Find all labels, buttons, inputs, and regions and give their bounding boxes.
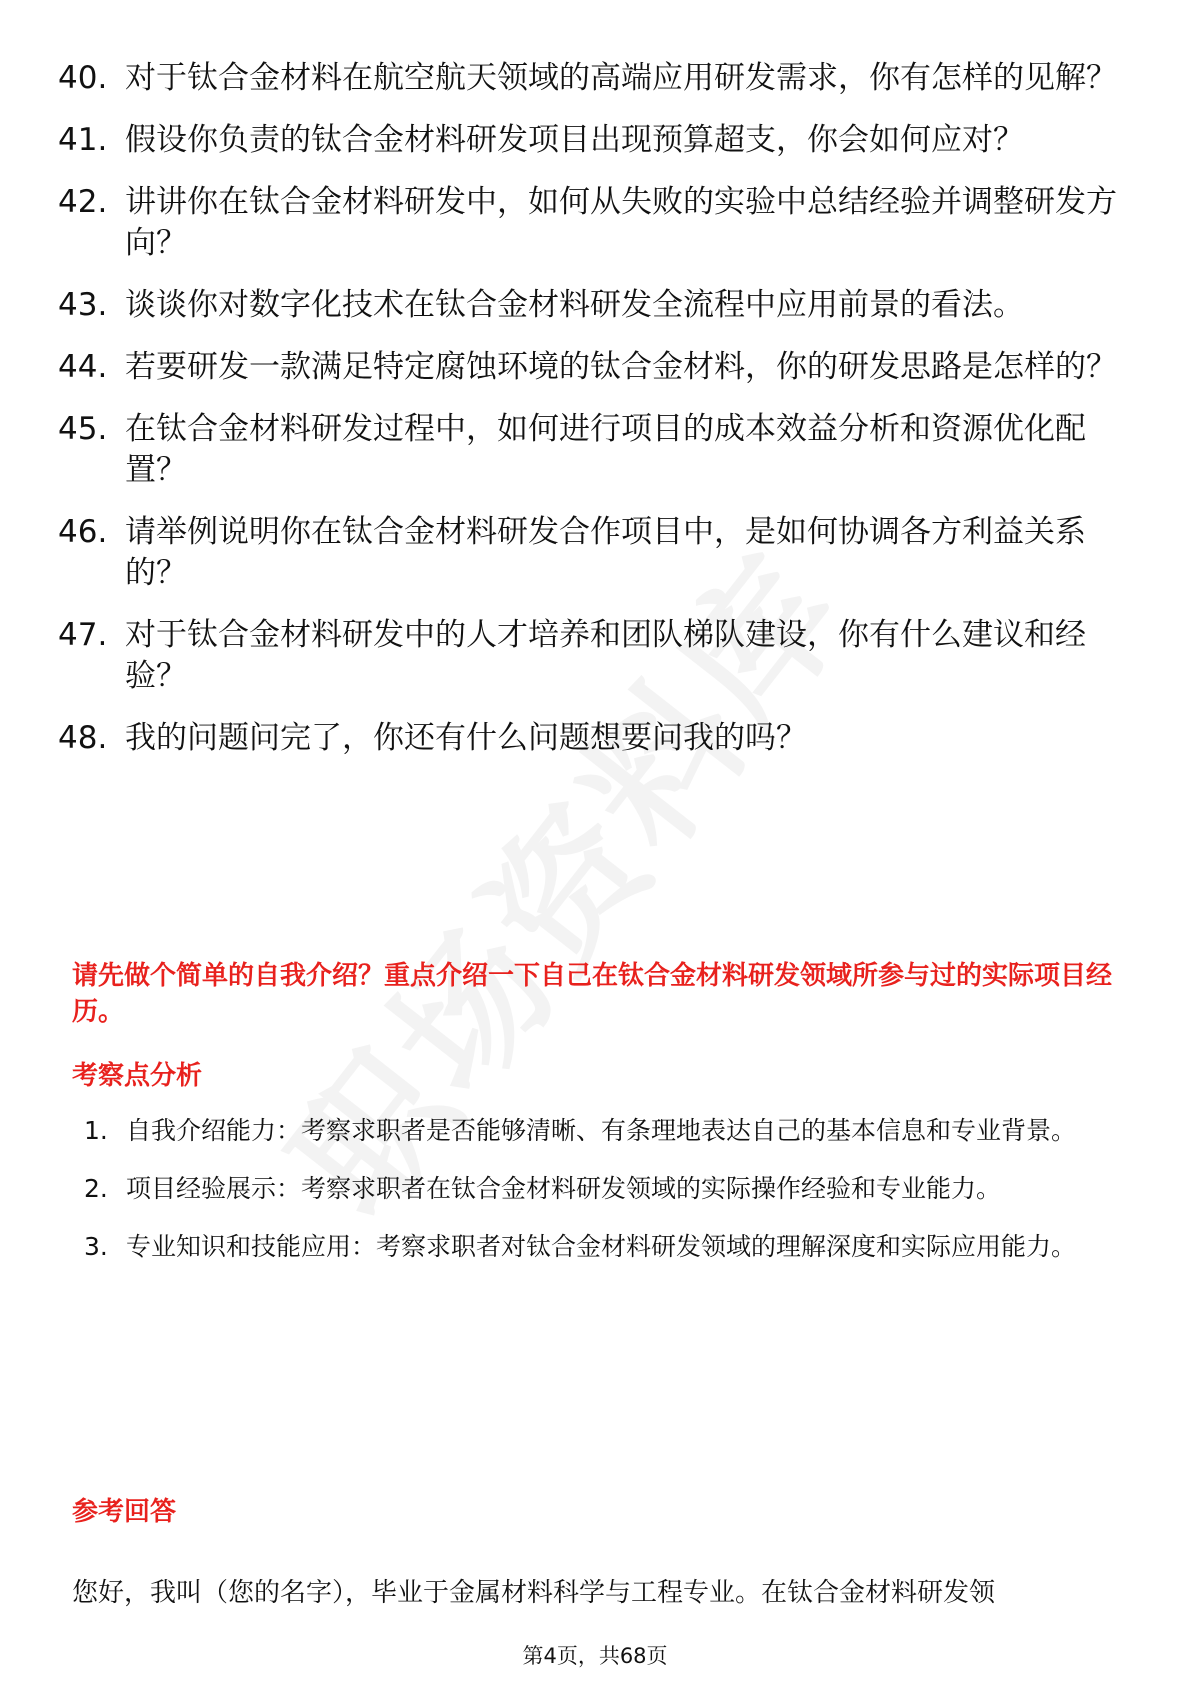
analysis-list [84, 1102, 1124, 1276]
list-item [58, 718, 1118, 759]
question-text: 我的问题问完了，你还有什么问题想要问我的吗？ [125, 720, 807, 756]
list-item [58, 58, 1118, 99]
question-text: 讲讲你在钛合金材料研发中，如何从失败的实验中总结经验并调整研发方向？ [125, 184, 1117, 261]
question-text: 在钛合金材料研发过程中，如何进行项目的成本效益分析和资源优化配置？ [125, 411, 1086, 488]
list-item [58, 347, 1118, 388]
question-heading: 请先做个简单的自我介绍？重点介绍一下自己在钛合金材料研发领域所参与过的实际项目经历。 [72, 961, 1113, 1027]
list-item [58, 120, 1118, 161]
list-item [58, 409, 1118, 491]
analysis-text: 项目经验展示：考察求职者在钛合金材料研发领域的实际操作经验和专业能力。 [126, 1174, 1002, 1203]
question-number: 43. [58, 287, 108, 323]
analysis-title: 考察点分析 [72, 1061, 203, 1091]
list-item [84, 1102, 1124, 1160]
question-text: 若要研发一款满足特定腐蚀环境的钛合金材料，你的研发思路是怎样的？ [125, 349, 1117, 385]
list-item [58, 615, 1118, 697]
analysis-number: 3. [84, 1232, 108, 1261]
analysis-text: 专业知识和技能应用：考察求职者对钛合金材料研发领域的理解深度和实际应用能力。 [126, 1232, 1077, 1261]
page-number: 第4页，共68页 [522, 1644, 668, 1668]
question-number: 46. [58, 514, 108, 550]
question-number: 44. [58, 349, 108, 385]
question-text: 假设你负责的钛合金材料研发项目出现预算超支，你会如何应对？ [125, 122, 1024, 158]
analysis-number: 2. [84, 1174, 108, 1203]
answer-text: 您好，我叫（您的名字），毕业于金属材料科学与工程专业。在钛合金材料研发领 [72, 1578, 996, 1608]
question-number: 40. [58, 60, 108, 96]
question-number: 48. [58, 720, 108, 756]
question-text: 请举例说明你在钛合金材料研发合作项目中，是如何协调各方利益关系的？ [125, 514, 1086, 591]
list-item [58, 285, 1118, 326]
reference-title: 参考回答 [72, 1497, 177, 1527]
question-text: 对于钛合金材料研发中的人才培养和团队梯队建设，你有什么建议和经验？ [125, 617, 1086, 694]
question-number: 45. [58, 411, 108, 447]
list-item [58, 512, 1118, 594]
question-number: 47. [58, 617, 108, 653]
question-number: 41. [58, 122, 108, 158]
list-item [84, 1218, 1124, 1276]
question-number: 42. [58, 184, 108, 220]
question-list [58, 58, 1118, 780]
analysis-text: 自我介绍能力：考察求职者是否能够清晰、有条理地表达自己的基本信息和专业背景。 [126, 1116, 1077, 1145]
question-text: 谈谈你对数字化技术在钛合金材料研发全流程中应用前景的看法。 [125, 287, 1024, 323]
list-item [58, 182, 1118, 264]
list-item [84, 1160, 1124, 1218]
analysis-number: 1. [84, 1116, 108, 1145]
question-text: 对于钛合金材料在航空航天领域的高端应用研发需求，你有怎样的见解？ [125, 60, 1117, 96]
